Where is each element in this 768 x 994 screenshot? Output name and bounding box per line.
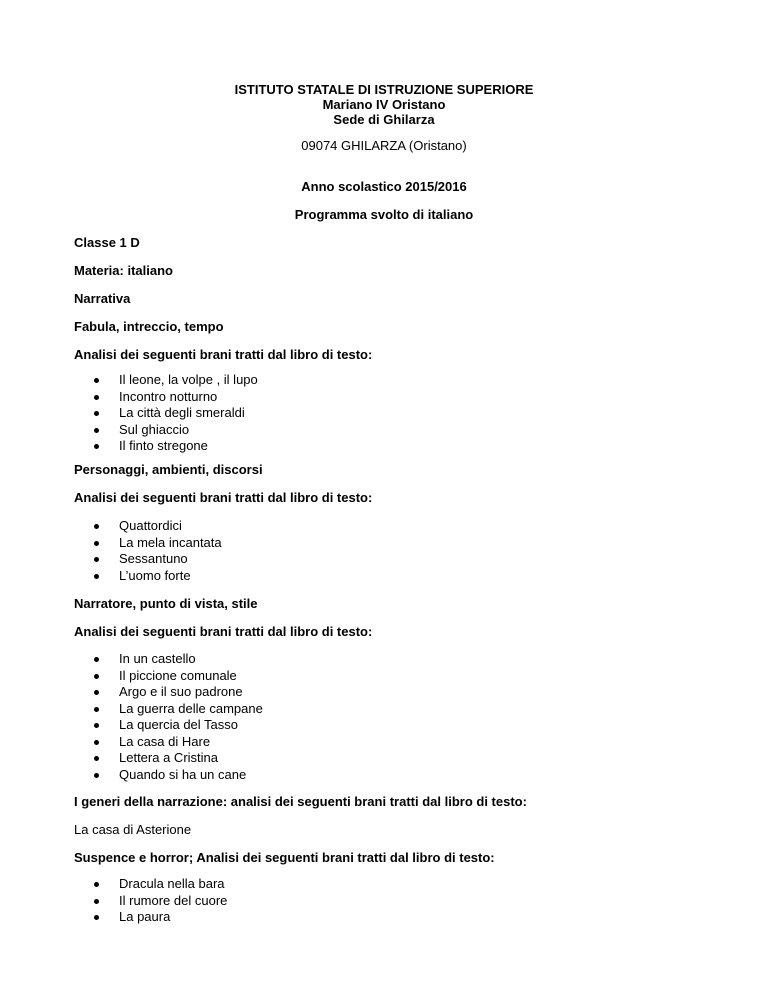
list-item: Il rumore del cuore <box>92 893 227 910</box>
list-item: Il leone, la volpe , il lupo <box>92 372 258 389</box>
section-intro-1: Analisi dei seguenti brani tratti dal libro di testo: <box>74 347 373 362</box>
section-intro-2: Analisi dei seguenti brani tratti dal libro di testo: <box>74 490 373 505</box>
bullet-list-2 <box>92 518 222 584</box>
bullet-list-3 <box>92 651 263 783</box>
program-title: Programma svolto di italiano <box>294 207 474 222</box>
list-item: Argo e il suo padrone <box>92 684 263 701</box>
section-heading-1: Fabula, intreccio, tempo <box>74 319 224 334</box>
list-item: La guerra delle campane <box>92 701 263 718</box>
section-heading-5: Suspence e horror; Analisi dei seguenti brani tratti dal libro di testo: <box>74 850 495 865</box>
list-item: Quando si ha un cane <box>92 767 263 784</box>
section-narrativa: Narrativa <box>74 291 131 306</box>
list-item: Lettera a Cristina <box>92 750 263 767</box>
list-item: Dracula nella bara <box>92 876 227 893</box>
bullet-list-5 <box>92 876 227 926</box>
list-item: La quercia del Tasso <box>92 717 263 734</box>
list-item: Incontro notturno <box>92 389 258 406</box>
section-text-4: La casa di Asterione <box>74 822 192 837</box>
list-item: La città degli smeraldi <box>92 405 258 422</box>
list-item: In un castello <box>92 651 263 668</box>
section-intro-3: Analisi dei seguenti brani tratti dal libro di testo: <box>74 624 373 639</box>
list-item: Sul ghiaccio <box>92 422 258 439</box>
bullet-list-1 <box>92 372 258 455</box>
class-label: Classe 1 D <box>74 235 140 250</box>
section-heading-2: Personaggi, ambienti, discorsi <box>74 462 263 477</box>
list-item: Sessantuno <box>92 551 222 568</box>
school-address: 09074 GHILARZA (Oristano) <box>301 138 467 153</box>
section-heading-4: I generi della narrazione: analisi dei seguenti brani tratti dal libro di testo: <box>74 794 527 809</box>
list-item: L’uomo forte <box>92 568 222 585</box>
school-branch: Sede di Ghilarza <box>333 112 435 127</box>
school-name: Mariano IV Oristano <box>322 97 446 112</box>
list-item: Il piccione comunale <box>92 668 263 685</box>
subject-label: Materia: italiano <box>74 263 173 278</box>
list-item: Il finto stregone <box>92 438 258 455</box>
school-year: Anno scolastico 2015/2016 <box>301 179 467 194</box>
institute-heading: ISTITUTO STATALE DI ISTRUZIONE SUPERIORE <box>234 82 534 97</box>
section-heading-3: Narratore, punto di vista, stile <box>74 596 258 611</box>
list-item: La paura <box>92 909 227 926</box>
list-item: La mela incantata <box>92 535 222 552</box>
list-item: La casa di Hare <box>92 734 263 751</box>
list-item: Quattordici <box>92 518 222 535</box>
